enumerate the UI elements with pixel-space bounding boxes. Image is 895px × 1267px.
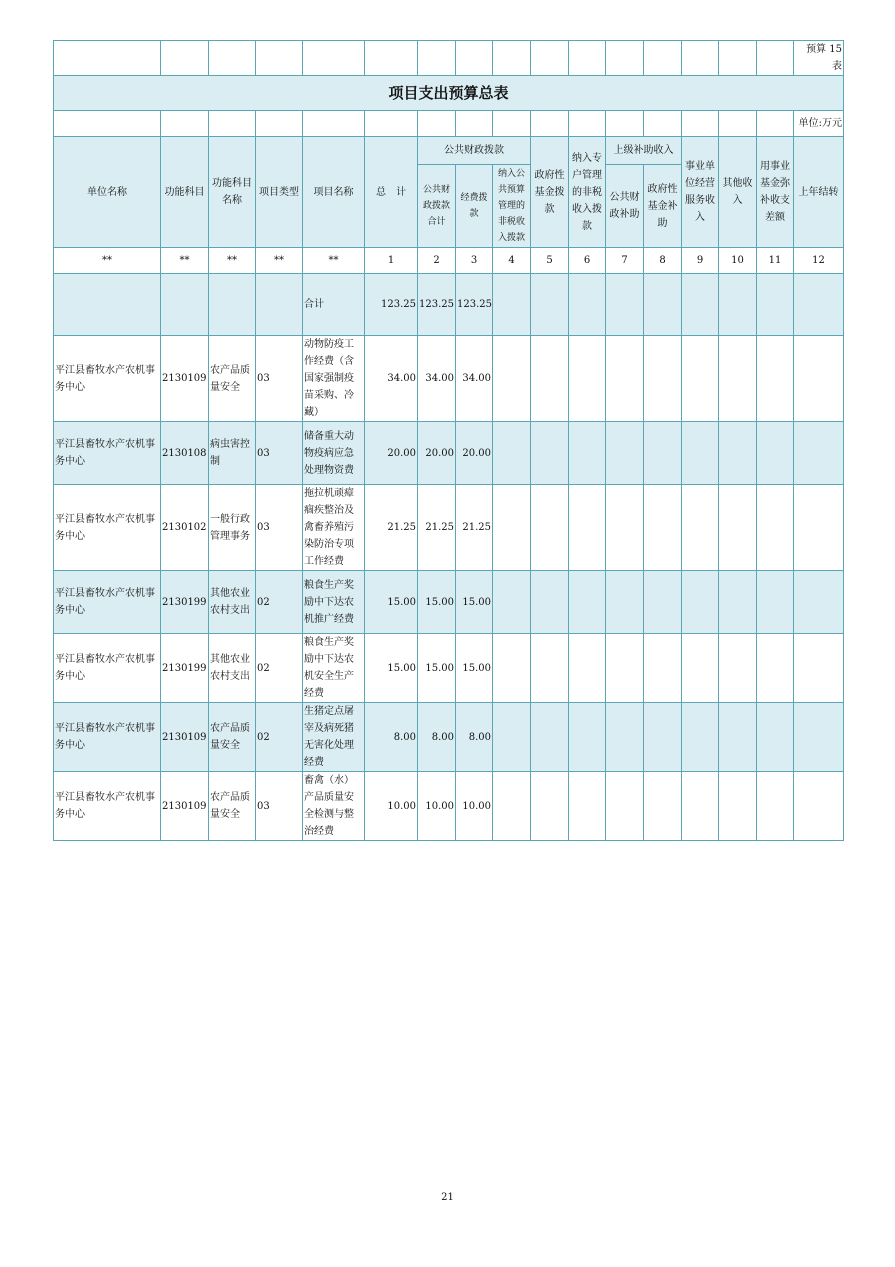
unit-cell: 平江县畜牧水产农机事务中心: [54, 571, 161, 634]
fee-cell: 15.00: [456, 634, 493, 703]
total-cell: 10.00: [365, 772, 418, 841]
index-cell: **: [256, 248, 303, 274]
subject-cell: 其他农业农村支出: [209, 571, 256, 634]
total-cell: 15.00: [365, 571, 418, 634]
unit-label: 单位:万元: [794, 111, 844, 137]
subject-cell: 农产品质量安全: [209, 703, 256, 772]
header-public-finance-total: 公共财政拨款合计: [418, 165, 456, 248]
type-cell: 03: [256, 422, 303, 485]
index-cell: 3: [456, 248, 493, 274]
header-carryover: 上年结转: [794, 137, 844, 248]
code-cell: 2130109: [161, 336, 209, 422]
header-fee-allocation: 经费拨款: [456, 165, 493, 248]
type-cell: 02: [256, 703, 303, 772]
project-cell: 生猪定点屠宰及病死猪无害化处理经费: [303, 703, 365, 772]
table-row: [54, 571, 844, 634]
type-cell: 03: [256, 336, 303, 422]
code-cell: 2130199: [161, 634, 209, 703]
total-cell: 34.00: [365, 336, 418, 422]
header-non-tax-public: 纳入公共预算管理的非税收入拨款: [493, 165, 531, 248]
table-row: [54, 772, 844, 841]
table-row: [54, 634, 844, 703]
subject-cell: 其他农业农村支出: [209, 634, 256, 703]
fee-cell: 21.25: [456, 485, 493, 571]
header-func-subject-name: 功能科目名称: [209, 137, 256, 248]
fee-cell: 8.00: [456, 703, 493, 772]
page-title: 项目支出预算总表: [54, 76, 844, 111]
header-biz-income: 事业单位经营服务收入: [682, 137, 719, 248]
index-cell: 7: [606, 248, 644, 274]
public-total-cell: 15.00: [418, 634, 456, 703]
header-unit-name: 单位名称: [54, 137, 161, 248]
type-cell: 03: [256, 485, 303, 571]
project-cell: 粮食生产奖励中下达农机安全生产经费: [303, 634, 365, 703]
header-special-account: 纳入专户管理的非税收入拨款: [569, 137, 606, 248]
header-other-income: 其他收入: [719, 137, 757, 248]
project-cell: 畜禽（水）产品质量安全检测与整治经费: [303, 772, 365, 841]
unit-cell: 平江县畜牧水产农机事务中心: [54, 336, 161, 422]
index-cell: 10: [719, 248, 757, 274]
type-cell: 03: [256, 772, 303, 841]
type-cell: 02: [256, 634, 303, 703]
index-cell: 1: [365, 248, 418, 274]
subject-cell: 农产品质量安全: [209, 336, 256, 422]
public-total-cell: 15.00: [418, 571, 456, 634]
index-cell: 8: [644, 248, 682, 274]
index-cell: 11: [757, 248, 794, 274]
total-cell: 15.00: [365, 634, 418, 703]
header-gov-fund: 政府性基金拨款: [531, 137, 569, 248]
table-row: [54, 703, 844, 772]
header-project-type: 项目类型: [256, 137, 303, 248]
public-total-cell: 34.00: [418, 336, 456, 422]
total-value: 123.25: [365, 274, 418, 336]
total-cell: 20.00: [365, 422, 418, 485]
header-gov-fund-subsidy: 政府性基金补助: [644, 165, 682, 248]
subject-cell: 病虫害控制: [209, 422, 256, 485]
index-cell: **: [161, 248, 209, 274]
total-cell: 8.00: [365, 703, 418, 772]
unit-cell: 平江县畜牧水产农机事务中心: [54, 634, 161, 703]
index-cell: 5: [531, 248, 569, 274]
fee-cell: 20.00: [456, 422, 493, 485]
project-cell: 粮食生产奖励中下达农机推广经费: [303, 571, 365, 634]
index-cell: 6: [569, 248, 606, 274]
total-public-value: 123.25: [418, 274, 456, 336]
budget-table: [53, 40, 844, 841]
code-cell: 2130109: [161, 772, 209, 841]
header-func-subject: 功能科目: [161, 137, 209, 248]
index-cell: 4: [493, 248, 531, 274]
index-cell: **: [54, 248, 161, 274]
header-upper-subsidy: 上级补助收入: [606, 137, 682, 165]
type-cell: 02: [256, 571, 303, 634]
unit-cell: 平江县畜牧水产农机事务中心: [54, 422, 161, 485]
form-number: 预算 15 表: [794, 41, 844, 76]
index-cell: 9: [682, 248, 719, 274]
table-row: [54, 422, 844, 485]
total-row: [54, 274, 844, 336]
unit-cell: 平江县畜牧水产农机事务中心: [54, 703, 161, 772]
blank-cell: [54, 41, 161, 76]
code-cell: 2130109: [161, 703, 209, 772]
subject-cell: 农产品质量安全: [209, 772, 256, 841]
index-cell: **: [303, 248, 365, 274]
project-cell: 动物防疫工作经费（含国家强制疫苗采购、冷藏）: [303, 336, 365, 422]
header-public-finance: 公共财政拨款: [418, 137, 531, 165]
header-biz-fund: 用事业基金弥补收支差额: [757, 137, 794, 248]
header-public-finance-subsidy: 公共财政补助: [606, 165, 644, 248]
public-total-cell: 20.00: [418, 422, 456, 485]
project-cell: 拖拉机顽瘴痼疾整治及禽畜养殖污染防治专项工作经费: [303, 485, 365, 571]
fee-cell: 15.00: [456, 571, 493, 634]
index-cell: 2: [418, 248, 456, 274]
header-total: 总 计: [365, 137, 418, 248]
unit-cell: 平江县畜牧水产农机事务中心: [54, 485, 161, 571]
code-cell: 2130108: [161, 422, 209, 485]
index-cell: 12: [794, 248, 844, 274]
subject-cell: 一般行政管理事务: [209, 485, 256, 571]
public-total-cell: 10.00: [418, 772, 456, 841]
table-row: [54, 336, 844, 422]
index-cell: **: [209, 248, 256, 274]
public-total-cell: 21.25: [418, 485, 456, 571]
code-cell: 2130199: [161, 571, 209, 634]
total-label: 合计: [303, 274, 365, 336]
unit-cell: 平江县畜牧水产农机事务中心: [54, 772, 161, 841]
project-cell: 储备重大动物疫病应急处理物资费: [303, 422, 365, 485]
total-cell: 21.25: [365, 485, 418, 571]
page-number: 21: [441, 1192, 454, 1203]
total-fee-value: 123.25: [456, 274, 493, 336]
public-total-cell: 8.00: [418, 703, 456, 772]
header-project-name: 项目名称: [303, 137, 365, 248]
code-cell: 2130102: [161, 485, 209, 571]
fee-cell: 10.00: [456, 772, 493, 841]
fee-cell: 34.00: [456, 336, 493, 422]
table-row: [54, 485, 844, 571]
